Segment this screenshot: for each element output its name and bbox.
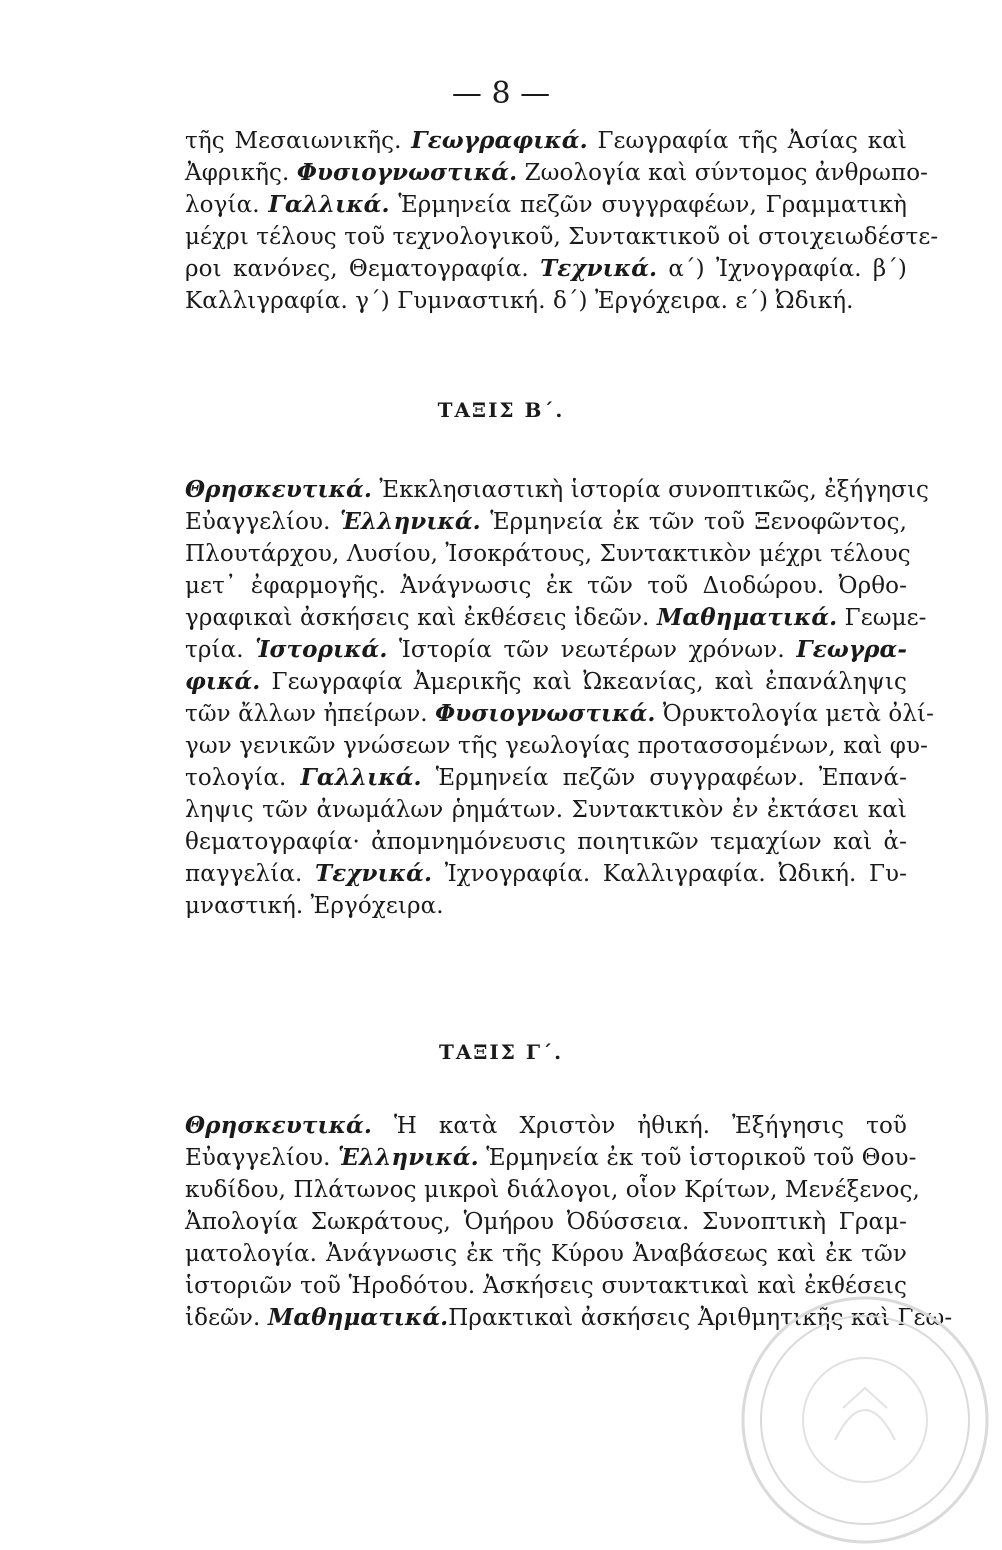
text-line — [185, 602, 927, 634]
text-line — [185, 189, 907, 221]
text-run: Γεωγραφία τῆς Ἀσίας καὶ — [587, 128, 907, 154]
text-line — [185, 570, 907, 602]
text-line — [185, 125, 907, 157]
subject-heading: Γαλλικά. — [268, 191, 390, 218]
text-run: τολογία. — [185, 765, 301, 791]
text-run: γραφικαὶ ἀσκήσεις καὶ ἐκθέσεις ἰδεῶν. — [185, 605, 657, 631]
text-run: Ἱστορία τῶν νεωτέρων χρόνων. — [387, 637, 797, 663]
text-line — [185, 221, 939, 253]
text-line — [185, 634, 907, 666]
text-line — [185, 890, 907, 922]
text-line — [185, 253, 907, 285]
text-run: α΄) Ἰχνογραφία. β΄) — [657, 256, 907, 282]
text-run: Ἑρμηνεία πεζῶν συγγραφέων. Ἐπανά- — [421, 765, 907, 791]
text-run: Πλουτάρχου, Λυσίου, Ἰσοκράτους, Συντακτικὸν μέχρι τέλους — [185, 541, 911, 567]
subject-heading: Ἑλληνικά. — [337, 1144, 479, 1171]
text-run: Ἑρμηνεία πεζῶν συγγραφέων, Γραμματικὴ — [389, 192, 907, 218]
text-run: Ὀρυκτολογία μετὰ ὀλί- — [655, 701, 934, 727]
text-run: ληψις τῶν ἀνωμάλων ῥημάτων. Συντακτικὸν ἐν ἐκτάσει καὶ — [185, 797, 907, 823]
text-line — [185, 1142, 917, 1174]
text-run: ροι κανόνες, Θεματογραφία. — [185, 256, 541, 282]
text-line — [185, 157, 929, 189]
section-a-text — [185, 125, 939, 317]
page-number: — 8 — — [451, 76, 551, 111]
subject-heading: φικά. — [185, 668, 261, 695]
text-run: τῶν ἄλλων ἠπείρων. — [185, 701, 436, 727]
text-line — [185, 858, 907, 890]
subject-heading: Φυσιογνωστικά. — [296, 159, 518, 186]
subject-heading: Ἑλληνικά. — [339, 508, 481, 535]
text-run: Ἐκκλησιαστικὴ ἱστορία συνοπτικῶς, ἐξήγησις — [371, 477, 930, 503]
text-run: Ἑρμηνεία ἐκ τοῦ ἱστορικοῦ τοῦ Θου- — [478, 1145, 917, 1171]
subject-heading: Γεωγρα- — [796, 636, 907, 663]
text-run: λογία. — [185, 192, 269, 218]
text-line — [185, 826, 907, 858]
text-line — [185, 730, 928, 762]
subject-heading: Γεωγραφικά. — [411, 127, 588, 154]
text-run: ἱστοριῶν τοῦ Ἡροδότου. Ἀσκήσεις συντακτικαὶ καὶ ἐκθέσεις — [185, 1273, 907, 1299]
text-run: Ἡ κατὰ Χριστὸν ἠθική. Ἐξήγησις τοῦ — [371, 1113, 907, 1139]
subject-heading: Φυσιογνωστικά. — [435, 700, 656, 727]
text-line — [185, 698, 934, 730]
text-line — [185, 506, 907, 538]
text-line — [185, 1174, 920, 1206]
text-line — [185, 762, 907, 794]
text-run: Καλλιγραφία. γ΄) Γυμναστική. δ΄) Ἐργόχειρα. ε΄) Ὠδική. — [185, 288, 854, 314]
subject-heading: Γαλλικά. — [300, 764, 422, 791]
text-run: γων γενικῶν γνώσεων τῆς γεωλογίας προτασσομένων, καὶ φυ- — [185, 733, 928, 759]
library-seal-stamp — [735, 1290, 995, 1550]
text-line — [185, 538, 911, 570]
text-line — [185, 666, 907, 698]
subject-heading: Ἱστορικά. — [255, 636, 388, 663]
text-run: κυδίδου, Πλάτωνος μικροὶ διάλογοι, οἷον Κρίτων, Μενέξενος, — [185, 1177, 920, 1203]
text-run: Εὐαγγελίου. — [185, 1145, 338, 1171]
text-run: Ἑρμηνεία ἐκ τῶν τοῦ Ξενοφῶντος, — [480, 509, 907, 535]
text-line — [185, 794, 907, 826]
text-run: ματολογία. Ἀνάγνωσις ἐκ τῆς Κύρου Ἀναβάσεως καὶ ἐκ τῶν — [185, 1241, 907, 1267]
subject-heading: Μαθηματικά. — [656, 604, 838, 631]
text-run: μναστική. Ἐργόχειρα. — [185, 893, 444, 919]
text-line — [185, 285, 907, 317]
text-line — [185, 1110, 907, 1142]
text-run: Ζωολογία καὶ σύντομος ἀνθρωπο- — [517, 160, 929, 186]
heading-class-c: ΤΑΞΙΣ Γ΄. — [438, 1040, 564, 1064]
section-b-text — [185, 474, 934, 922]
text-run: τρία. — [185, 637, 256, 663]
text-run: ἰδεῶν. — [185, 1305, 268, 1331]
subject-heading: Τεχνικά. — [540, 255, 658, 282]
text-run: Γεωμε- — [837, 605, 927, 631]
text-line — [185, 1238, 907, 1270]
text-run: Εὐαγγελίου. — [185, 509, 340, 535]
text-run: Ἀπολογία Σωκράτους, Ὁμήρου Ὀδύσσεια. Συνοπτικὴ Γραμ- — [185, 1209, 907, 1235]
heading-class-b: ΤΑΞΙΣ Β΄. — [437, 398, 565, 422]
text-run: τῆς Μεσαιωνικῆς. — [185, 128, 412, 154]
text-run: παγγελία. — [185, 861, 316, 887]
text-run: θεματογραφία· ἀπομνημόνευσις ποιητικῶν τεμαχίων καὶ ἀ- — [185, 829, 907, 855]
subject-heading: Θρησκευτικά. — [185, 1112, 372, 1139]
subject-heading: Θρησκευτικά. — [185, 476, 372, 503]
text-run: Πρακτικαὶ ἀσκήσεις Ἀριθμητικῆς καὶ Γεω- — [448, 1305, 953, 1331]
subject-heading: Τεχνικά. — [315, 860, 433, 887]
subject-heading: Μαθηματικά. — [267, 1304, 449, 1331]
text-run: μέχρι τέλους τοῦ τεχνολογικοῦ, Συντακτικοῦ οἱ στοιχειωδέστε- — [185, 224, 939, 250]
text-line — [185, 474, 930, 506]
text-run: μετ᾽ ἐφαρμογῆς. Ἀνάγνωσις ἐκ τῶν τοῦ Διοδώρου. Ὀρθο- — [185, 573, 907, 599]
text-run: Ἀφρικῆς. — [185, 160, 297, 186]
text-run: Γεωγραφία Ἀμερικῆς καὶ Ὠκεανίας, καὶ ἐπανάληψις — [260, 669, 907, 695]
text-line — [185, 1206, 907, 1238]
text-run: Ἰχνογραφία. Καλλιγραφία. Ὠδική. Γυ- — [432, 861, 907, 887]
